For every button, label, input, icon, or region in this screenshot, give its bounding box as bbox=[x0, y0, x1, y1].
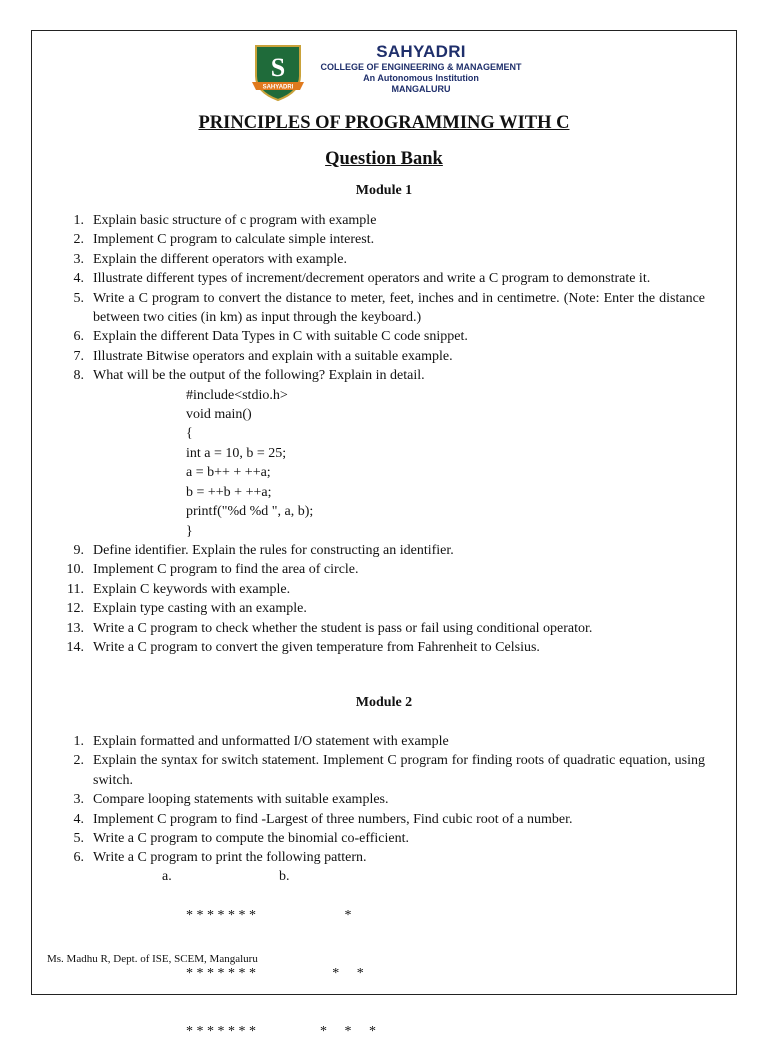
question-item: 4. Illustrate different types of increment/decrement operators and write a C program to demonstrate it. bbox=[73, 271, 651, 287]
code-line: #include<stdio.h> bbox=[186, 387, 288, 403]
pattern-a-label: a. bbox=[162, 869, 172, 884]
svg-text:SAHYADRI: SAHYADRI bbox=[262, 84, 294, 91]
college-status: An Autonomous Institution bbox=[363, 73, 479, 83]
code-line: { bbox=[186, 426, 193, 442]
question-item: 5. Write a C program to convert the distance to meter, feet, inches and in centimetre. (Note: Enter the distance between two cities (in km) as input through the keyboard.) bbox=[73, 290, 705, 326]
code-snippet bbox=[186, 386, 705, 541]
document-subtitle: Question Bank bbox=[325, 149, 443, 169]
module1-heading: Module 1 bbox=[355, 183, 413, 198]
code-line: a = b++ + ++a; bbox=[186, 465, 271, 481]
college-subtitle: COLLEGE OF ENGINEERING & MANAGEMENT bbox=[320, 62, 522, 72]
question-item: 12. Explain type casting with an example. bbox=[66, 601, 307, 617]
question-item: 7. Illustrate Bitwise operators and explain with a suitable example. bbox=[73, 348, 453, 364]
question-item: 11. Explain C keywords with example. bbox=[67, 581, 291, 597]
pattern-row: * * * * * * * bbox=[186, 1024, 256, 1040]
pattern-b-label: b. bbox=[279, 869, 290, 884]
document-title: PRINCIPLES OF PROGRAMMING WITH C bbox=[198, 113, 570, 133]
question-item: 8. What will be the output of the following? Explain in detail. #include<stdio.h> void main() { int a = 10, b = 25; a = b++ + ++a; b = ++b + ++a; printf("%d %d ", a, b); } bbox=[32, 366, 705, 541]
question-item: 5. Write a C program to compute the binomial co-efficient. bbox=[73, 831, 410, 847]
footer-author: Ms. Madhu R, Dept. of ISE, SCEM, Mangaluru bbox=[47, 953, 258, 965]
college-name: SAHYADRI bbox=[376, 42, 466, 61]
module2-list bbox=[32, 732, 705, 868]
question-item: 4. Implement C program to find -Largest of three numbers, Find cubic root of a number. bbox=[73, 811, 573, 827]
code-line: int a = 10, b = 25; bbox=[186, 445, 287, 461]
pattern-b bbox=[318, 867, 378, 1061]
svg-text:S: S bbox=[270, 53, 286, 82]
question-item: 6. Write a C program to print the following pattern. bbox=[73, 850, 367, 866]
college-logo bbox=[250, 42, 306, 102]
module1-list bbox=[32, 211, 705, 657]
question-item: 3. Compare looping statements with suitable examples. bbox=[73, 792, 389, 808]
pattern-row: * bbox=[344, 907, 352, 923]
question-item: 13. Write a C program to check whether the student is pass or fail using conditional operator. bbox=[66, 620, 593, 636]
code-line: b = ++b + ++a; bbox=[186, 484, 272, 500]
code-line: printf("%d %d ", a, b); bbox=[186, 504, 314, 520]
college-city: MANGALURU bbox=[391, 84, 451, 94]
pattern-row: * * * bbox=[320, 1024, 376, 1040]
question-item: 10. Implement C program to find the area of circle. bbox=[66, 562, 359, 578]
college-name-block bbox=[308, 42, 534, 95]
question-item: 2. Implement C program to calculate simple interest. bbox=[73, 232, 375, 248]
code-line: } bbox=[186, 523, 193, 539]
pattern-row: * * bbox=[332, 966, 364, 982]
question-item: 1. Explain formatted and unformatted I/O statement with example bbox=[73, 734, 449, 749]
question-item: 2. Explain the syntax for switch statement. Implement C program for finding roots of quadratic equation, using switch. bbox=[73, 753, 705, 788]
question-item: 14. Write a C program to convert the given temperature from Fahrenheit to Celsius. bbox=[66, 639, 540, 655]
pattern-row: * * * * * * * bbox=[186, 966, 256, 982]
question-item: 6. Explain the different Data Types in C with suitable C code snippet. bbox=[73, 329, 468, 345]
question-item: 1. Explain basic structure of c program with example bbox=[73, 213, 377, 228]
code-line: void main() bbox=[186, 407, 252, 423]
question-item: 9. Define identifier. Explain the rules for constructing an identifier. bbox=[73, 542, 454, 558]
pattern-row: * * * * * * * bbox=[186, 907, 256, 923]
question-item: 3. Explain the different operators with example. bbox=[73, 251, 347, 267]
module2-heading: Module 2 bbox=[355, 695, 413, 710]
